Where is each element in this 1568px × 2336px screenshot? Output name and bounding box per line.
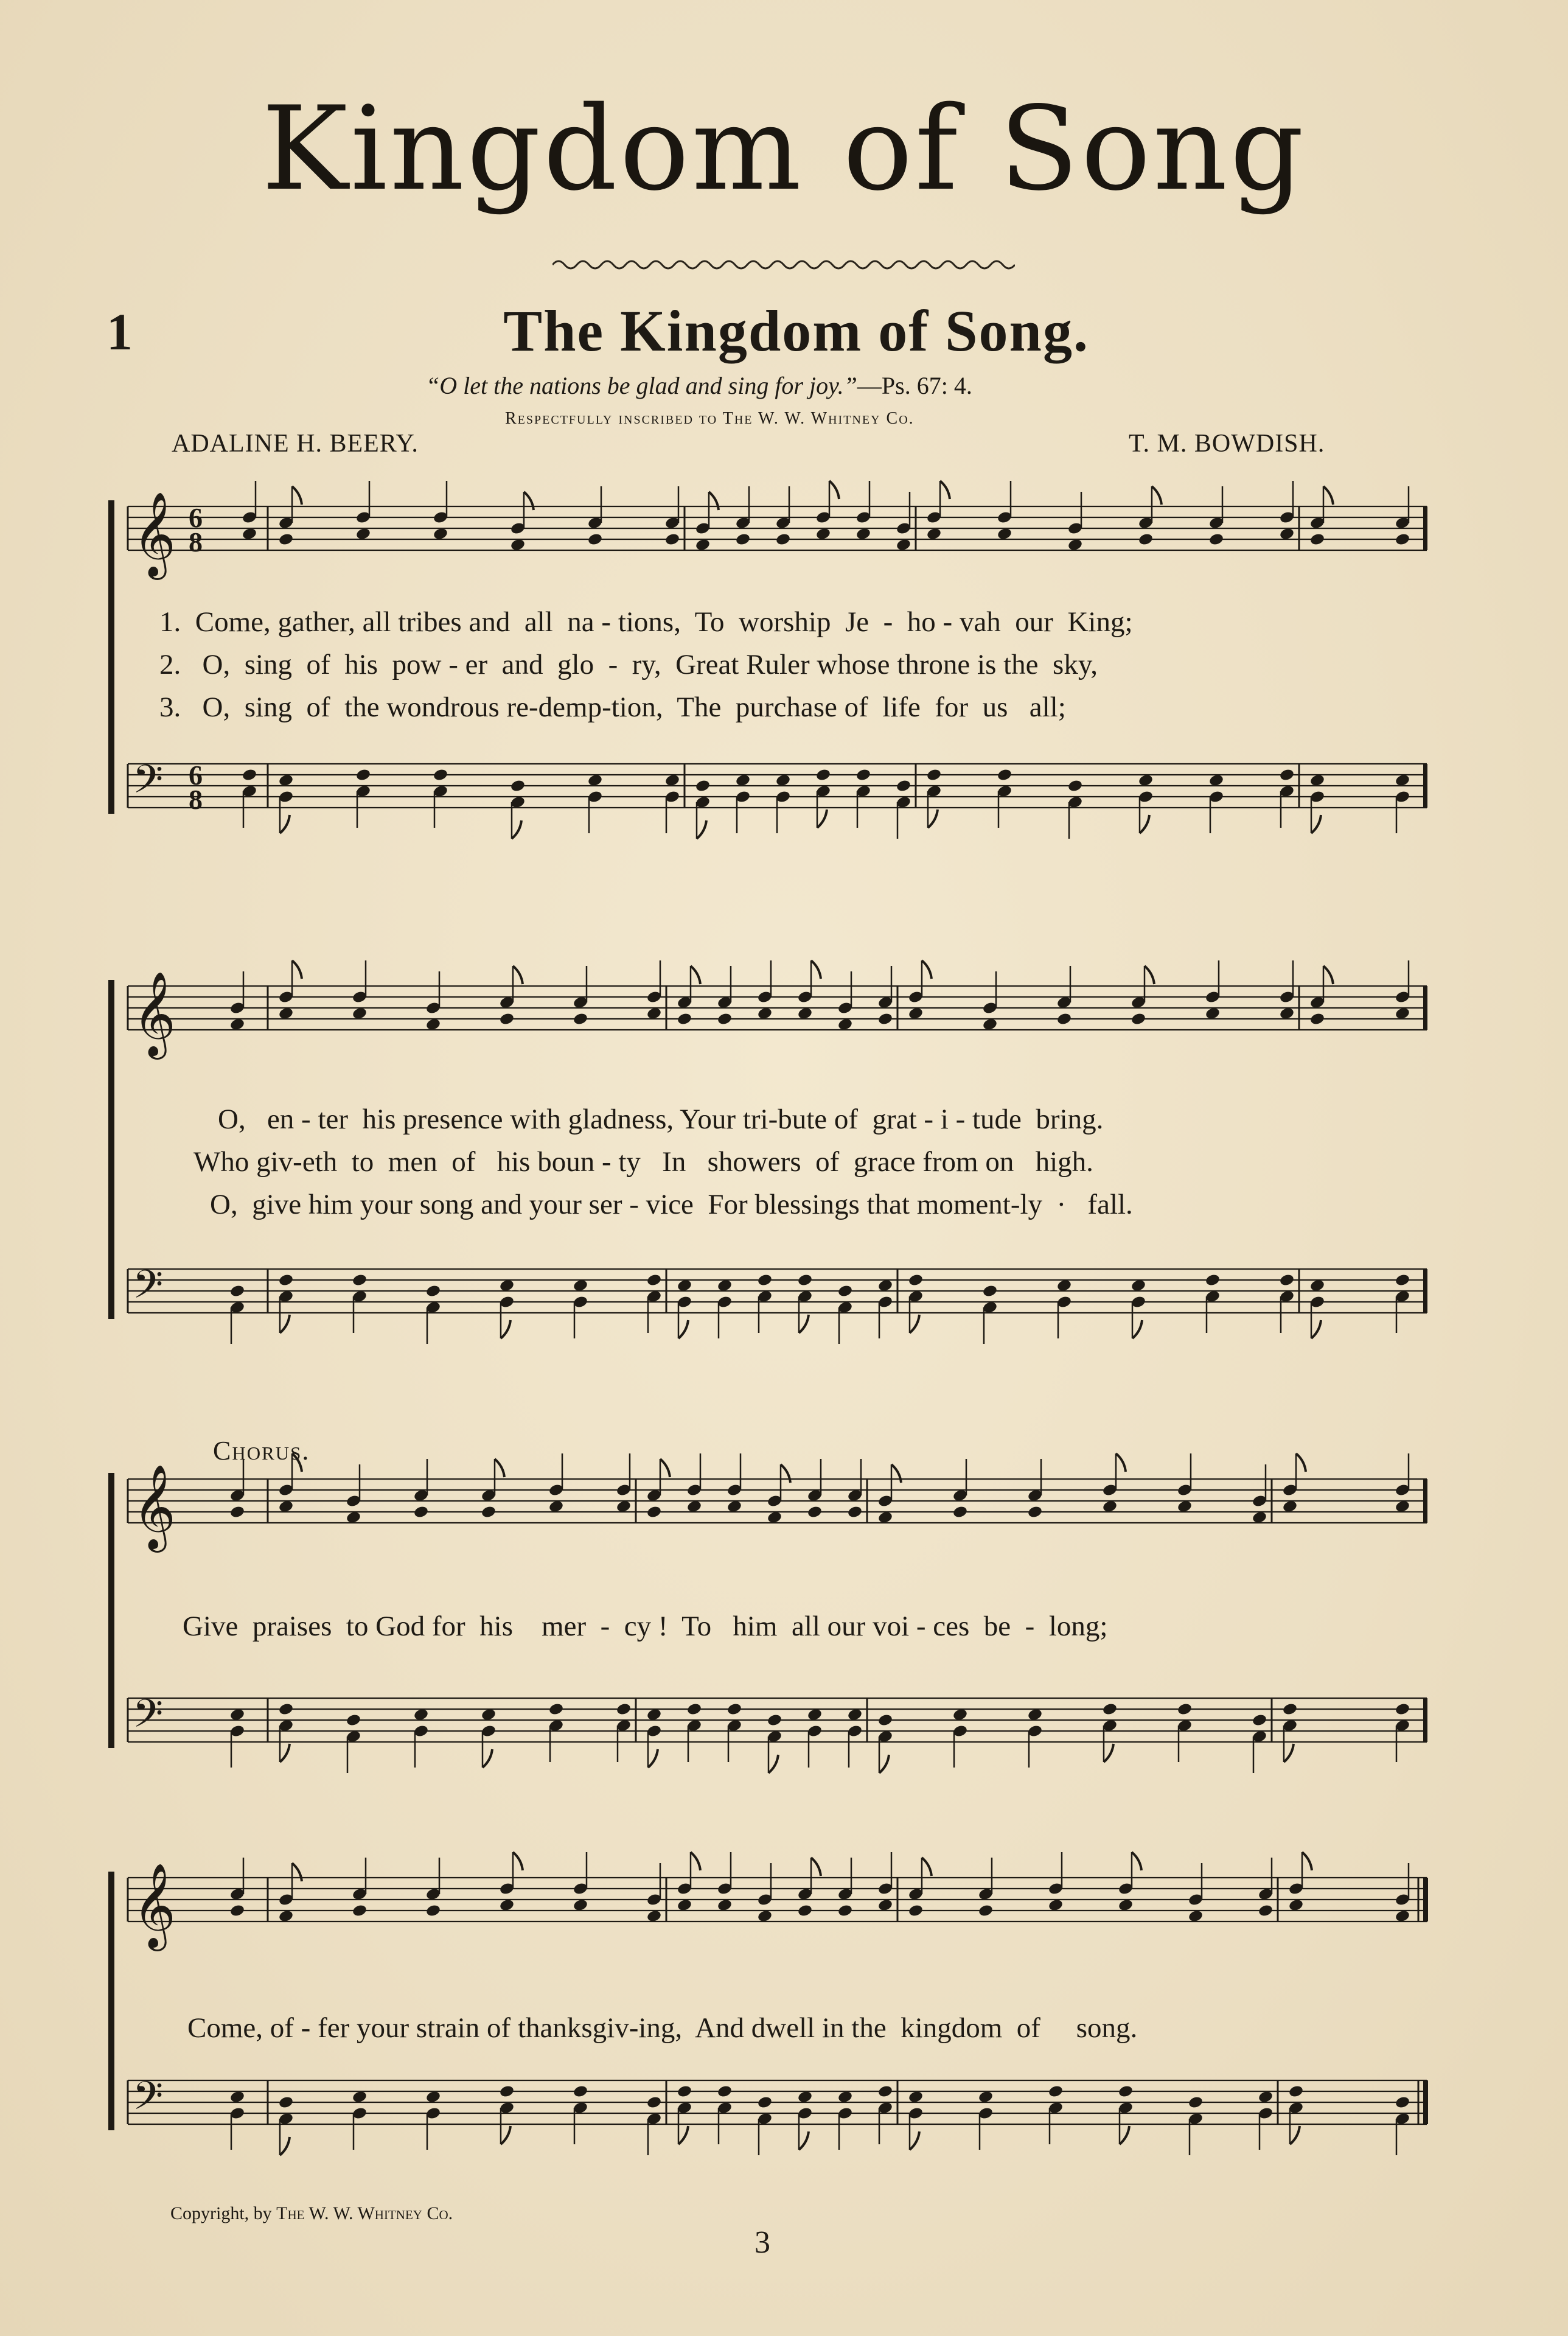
note-head (1177, 1500, 1193, 1514)
end-barline (1423, 1269, 1427, 1313)
note-head (717, 1898, 733, 1912)
note-head (433, 527, 448, 541)
note-head (229, 2090, 245, 2104)
note-head (757, 1273, 773, 1287)
note-head (997, 527, 1012, 541)
note-head (278, 1273, 294, 1287)
note-head (573, 1279, 588, 1293)
page-number: 3 (754, 2225, 770, 2260)
note-head (425, 1284, 441, 1298)
note-flag (928, 810, 938, 828)
note-head (735, 774, 751, 788)
note-head (352, 1007, 368, 1021)
note-head (877, 1511, 893, 1525)
note-head (548, 1500, 564, 1514)
note-head (695, 538, 711, 552)
note-head (278, 1007, 294, 1021)
note-head (1056, 1012, 1072, 1026)
note-head (877, 1279, 893, 1293)
copyright-holder: The W. W. Whitney Co. (276, 2203, 453, 2223)
note-head (717, 1279, 733, 1293)
note-head (847, 1505, 863, 1519)
note-head (815, 527, 831, 541)
note-head (1188, 1909, 1204, 1923)
note-flag (280, 1744, 290, 1762)
note-head (877, 2085, 893, 2099)
note-head (767, 1713, 782, 1727)
note-head (1395, 774, 1410, 788)
note-head (767, 1511, 782, 1525)
time-signature-top: 6 (189, 502, 203, 533)
note-head (1208, 533, 1224, 547)
note-head (1131, 1279, 1146, 1293)
note-flag (1296, 1453, 1306, 1472)
note-flag (1132, 1320, 1142, 1338)
note-head (433, 768, 448, 782)
bass-clef: 𝄢 (133, 1262, 164, 1317)
note-flag (280, 1315, 290, 1333)
note-head (1258, 1904, 1274, 1918)
note-head (229, 1708, 245, 1722)
note-flag (513, 966, 523, 984)
note-head (229, 1018, 245, 1032)
note-head (1027, 1505, 1043, 1519)
note-head (1282, 1500, 1298, 1514)
note-head (573, 1012, 588, 1026)
treble-clef: 𝄞 (133, 971, 176, 1056)
note-head (982, 1018, 998, 1032)
time-signature-bottom: 8 (189, 526, 203, 558)
note-head (757, 2096, 773, 2110)
note-head (797, 1273, 813, 1287)
epigraph-text: “O let the nations be glad and sing for joy.” (426, 372, 857, 399)
chorus-line-2: Come, of - fer your strain of thanksgiv-ing, And dwell in the kingdom of song. (187, 2012, 1138, 2044)
end-barline (1423, 506, 1427, 550)
note-head (499, 1279, 515, 1293)
note-head (1188, 2096, 1204, 2110)
note-head (797, 2090, 813, 2104)
note-head (695, 779, 711, 793)
time-signature-bottom: 8 (189, 784, 203, 815)
note-head (352, 1904, 368, 1918)
note-flag (512, 820, 521, 839)
note-head (548, 1702, 564, 1716)
note-head (1138, 533, 1154, 547)
note-head (1395, 533, 1410, 547)
note-head (686, 1500, 702, 1514)
note-head (278, 2096, 294, 2110)
note-head (229, 1505, 245, 1519)
note-flag (922, 960, 932, 979)
note-head (499, 2085, 515, 2099)
note-head (646, 1007, 662, 1021)
note-flag (1140, 815, 1149, 833)
note-head (677, 1012, 692, 1026)
note-head (425, 1018, 441, 1032)
note-head (717, 1012, 733, 1026)
verse-2-line-1: 2. O, sing of his pow - er and glo - ry, Great Ruler whose throne is the sky, (159, 649, 1098, 680)
note-head (242, 527, 257, 541)
note-head (499, 1898, 515, 1912)
verse-2-line-2: Who giv-eth to men of his boun - ty In showers of grace from on high. (193, 1146, 1093, 1178)
note-head (877, 1898, 893, 1912)
note-head (997, 768, 1012, 782)
verse-3-line-2: O, give him your song and your ser - vice For blessings that moment-ly · fall. (210, 1189, 1133, 1220)
note-flag (1284, 1744, 1294, 1762)
note-head (1288, 1898, 1304, 1912)
note-head (1067, 779, 1083, 793)
verse-1-line-2: O, en - ter his presence with gladness, Your tri-bute of grat - i - tude bring. (218, 1103, 1104, 1135)
note-head (1279, 527, 1295, 541)
bass-clef: 𝄢 (133, 1691, 164, 1746)
note-head (646, 1909, 662, 1923)
note-head (837, 1284, 853, 1298)
note-head (797, 1007, 813, 1021)
verse-3-line-1: 3. O, sing of the wondrous re-demp-tion, The purchase of life for us all; (159, 691, 1066, 723)
note-flag (697, 820, 706, 839)
note-head (982, 1284, 998, 1298)
note-flag (501, 1320, 510, 1338)
note-head (346, 1713, 361, 1727)
note-flag (280, 815, 290, 833)
end-barline (1423, 764, 1427, 808)
note-head (717, 2085, 733, 2099)
note-head (1067, 538, 1083, 552)
note-flag (501, 2126, 510, 2144)
note-flag (292, 486, 302, 505)
note-head (1258, 2090, 1274, 2104)
note-head (242, 768, 257, 782)
note-flag (1311, 815, 1321, 833)
note-head (896, 538, 911, 552)
note-head (1138, 774, 1154, 788)
note-head (616, 1702, 632, 1716)
note-head (735, 533, 751, 547)
note-flag (768, 1755, 778, 1773)
note-head (229, 1904, 245, 1918)
note-head (677, 1898, 692, 1912)
copyright-notice (170, 2203, 453, 2224)
note-flag (1323, 966, 1333, 984)
note-head (481, 1505, 497, 1519)
note-head (877, 1713, 893, 1727)
lyricist-credit: ADALINE H. BEERY. (172, 430, 419, 458)
note-head (757, 1007, 773, 1021)
system-bracket (108, 500, 114, 814)
book-title: Kingdom of Song (262, 82, 1306, 216)
end-barline (1423, 1698, 1427, 1742)
note-head (1048, 1898, 1064, 1912)
system-bracket (108, 1872, 114, 2130)
note-head (278, 1909, 294, 1923)
note-head (573, 2085, 588, 2099)
note-head (587, 533, 603, 547)
note-head (727, 1500, 742, 1514)
note-head (1395, 1500, 1410, 1514)
note-head (1102, 1500, 1118, 1514)
note-flag (817, 810, 827, 828)
note-head (1288, 2085, 1304, 2099)
note-head (1205, 1273, 1221, 1287)
note-head (1395, 1702, 1410, 1716)
note-head (807, 1708, 823, 1722)
note-flag (709, 492, 719, 510)
note-flag (292, 960, 302, 979)
note-head (425, 1904, 441, 1918)
bass-clef: 𝄢 (133, 2074, 164, 2128)
note-flag (280, 2137, 290, 2155)
end-barline (1423, 1479, 1427, 1523)
note-head (775, 533, 791, 547)
note-flag (524, 492, 534, 510)
note-head (355, 768, 371, 782)
note-flag (1116, 1453, 1126, 1472)
note-head (413, 1505, 429, 1519)
note-head (481, 1708, 497, 1722)
chorus-label: Chorus. (213, 1436, 310, 1466)
note-head (510, 779, 526, 793)
note-head (1056, 1279, 1072, 1293)
note-head (855, 527, 871, 541)
note-head (952, 1708, 968, 1722)
chorus-line-1: Give praises to God for his mer - cy ! To him all our voi - ces be - long; (183, 1610, 1108, 1642)
note-flag (811, 960, 821, 979)
note-head (978, 1904, 994, 1918)
note-head (664, 533, 680, 547)
note-head (1395, 1007, 1410, 1021)
note-flag (678, 2126, 688, 2144)
note-head (646, 1273, 662, 1287)
note-head (352, 2090, 368, 2104)
note-flag (940, 481, 950, 499)
note-head (1282, 1702, 1298, 1716)
note-flag (483, 1749, 492, 1768)
note-head (978, 2090, 994, 2104)
note-head (1309, 533, 1325, 547)
note-head (1131, 1012, 1146, 1026)
note-head (646, 1505, 662, 1519)
dedication: Respectfully inscribed to The W. W. Whitney Co. (505, 409, 915, 428)
note-flag (1302, 1852, 1312, 1870)
note-head (775, 774, 791, 788)
note-head (355, 527, 371, 541)
note-head (1177, 1702, 1193, 1716)
note-head (797, 1904, 813, 1918)
note-flag (1120, 2126, 1129, 2144)
treble-clef: 𝄞 (133, 492, 176, 576)
note-flag (781, 1464, 790, 1483)
note-flag (691, 966, 700, 984)
note-head (1309, 774, 1325, 788)
note-head (278, 774, 294, 788)
note-flag (1152, 486, 1162, 505)
note-head (855, 768, 871, 782)
copyright-prefix: Copyright, by (170, 2203, 272, 2223)
note-head (837, 1018, 853, 1032)
note-head (510, 538, 526, 552)
note-flag (799, 2131, 809, 2150)
note-head (1205, 1007, 1221, 1021)
note-head (413, 1708, 429, 1722)
note-head (847, 1708, 863, 1722)
note-flag (1290, 2126, 1300, 2144)
hymn-number: 1 (106, 302, 133, 361)
note-head (908, 1273, 924, 1287)
final-barline (1423, 2080, 1428, 2124)
composer-credit: T. M. BOWDISH. (1129, 430, 1325, 458)
note-head (837, 1904, 853, 1918)
note-head (664, 774, 680, 788)
note-head (278, 1500, 294, 1514)
note-head (1252, 1511, 1267, 1525)
note-head (499, 1012, 515, 1026)
note-flag (1311, 1320, 1321, 1338)
note-head (926, 768, 942, 782)
note-flag (660, 1459, 670, 1477)
note-head (1309, 1012, 1325, 1026)
note-flag (1145, 966, 1154, 984)
note-head (952, 1505, 968, 1519)
note-flag (678, 1320, 688, 1338)
note-flag (829, 481, 839, 499)
note-head (646, 1708, 662, 1722)
note-head (1118, 2085, 1134, 2099)
epigraph-reference: —Ps. 67: 4. (857, 372, 972, 399)
final-barline (1423, 1878, 1428, 1922)
note-head (352, 1273, 368, 1287)
note-flag (910, 2131, 919, 2150)
note-head (926, 527, 942, 541)
note-head (1395, 2096, 1410, 2110)
note-head (1252, 1713, 1267, 1727)
note-head (1279, 1273, 1295, 1287)
note-flag (891, 1464, 901, 1483)
note-flag (879, 1755, 889, 1773)
note-head (1102, 1702, 1118, 1716)
note-head (587, 774, 603, 788)
note-flag (648, 1749, 658, 1768)
note-flag (691, 1852, 700, 1870)
note-head (1027, 1708, 1043, 1722)
note-head (815, 768, 831, 782)
note-flag (799, 1315, 809, 1333)
note-flag (513, 1852, 523, 1870)
note-head (1208, 774, 1224, 788)
note-head (616, 1500, 632, 1514)
note-head (229, 1284, 245, 1298)
note-flag (495, 1459, 504, 1477)
note-head (677, 2085, 692, 2099)
note-head (677, 1279, 692, 1293)
hymn-title: The Kingdom of Song. (503, 298, 1089, 363)
note-head (908, 1007, 924, 1021)
note-head (837, 2090, 853, 2104)
time-signature-top: 6 (189, 760, 203, 791)
note-head (573, 1898, 588, 1912)
system-bracket (108, 980, 114, 1319)
note-head (807, 1505, 823, 1519)
note-head (425, 2090, 441, 2104)
note-head (1395, 1273, 1410, 1287)
system-bracket (108, 1473, 114, 1748)
note-head (908, 2090, 924, 2104)
note-flag (910, 1315, 919, 1333)
note-head (877, 1012, 893, 1026)
note-head (278, 533, 294, 547)
note-head (727, 1702, 742, 1716)
note-head (1309, 1279, 1325, 1293)
note-head (757, 1909, 773, 1923)
note-head (1118, 1898, 1134, 1912)
bass-clef: 𝄢 (133, 757, 164, 812)
note-head (1279, 1007, 1295, 1021)
note-flag (1104, 1744, 1113, 1762)
verse-1-line-1: 1. Come, gather, all tribes and all na - tions, To worship Je - ho - vah our King; (159, 606, 1133, 638)
note-flag (922, 1858, 932, 1876)
note-flag (1323, 486, 1333, 505)
note-head (1048, 2085, 1064, 2099)
treble-clef: 𝄞 (133, 1464, 176, 1549)
note-flag (292, 1863, 302, 1881)
note-head (278, 1702, 294, 1716)
note-flag (811, 1858, 821, 1876)
note-head (896, 779, 911, 793)
note-flag (1132, 1852, 1141, 1870)
note-head (908, 1904, 924, 1918)
end-barline (1423, 986, 1427, 1030)
note-head (1279, 768, 1295, 782)
note-head (1395, 1909, 1410, 1923)
treble-clef: 𝄞 (133, 1863, 176, 1948)
note-head (646, 2096, 662, 2110)
note-head (346, 1511, 361, 1525)
note-head (686, 1702, 702, 1716)
